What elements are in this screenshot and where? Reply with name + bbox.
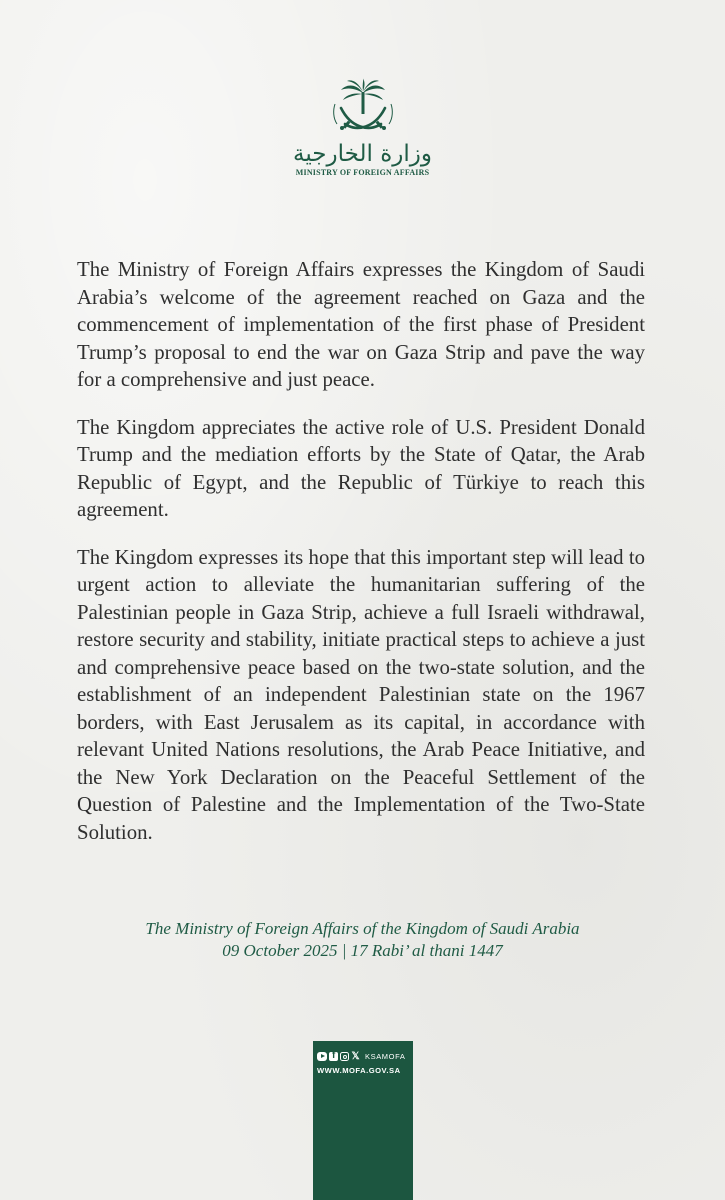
ministry-arabic-name: وزارة الخارجية	[293, 141, 432, 167]
youtube-icon[interactable]	[317, 1052, 327, 1061]
statement-paragraph-1: The Ministry of Foreign Affairs expresses the Kingdom of Saudi Arabia’s welcome of the agreement reached on Gaza and the commencement of implementation of the first phase of President Trump’s proposal to end the war on Gaza Strip and pave the way for a comprehensive and just peace.	[77, 258, 645, 391]
website-link[interactable]: WWW.MOFA.GOV.SA	[317, 1066, 401, 1075]
signature-issuer: The Ministry of Foreign Affairs of the Kingdom of Saudi Arabia	[145, 919, 580, 938]
saudi-palm-swords-emblem-icon	[331, 78, 395, 140]
x-icon[interactable]: 𝕏	[351, 1051, 360, 1062]
footer-contact-tag	[313, 1041, 413, 1200]
statement-paragraph-2: The Kingdom appreciates the active role of U.S. President Donald Trump and the mediation efforts by the State of Qatar, the Arab Republic of Egypt, and the Republic of Türkiye to reach this agreement.	[77, 415, 645, 521]
emblem	[0, 78, 725, 140]
statement-body	[77, 256, 645, 866]
instagram-icon[interactable]	[340, 1052, 349, 1061]
social-links	[317, 1052, 405, 1061]
ministry-english-name: MINISTRY OF FOREIGN AFFAIRS	[295, 168, 430, 177]
social-handle: KSAMOFA	[365, 1052, 406, 1061]
signature-block	[0, 918, 725, 962]
signature-date: 09 October 2025 | 17 Rabi’ al thani 1447	[222, 941, 503, 960]
facebook-icon[interactable]	[329, 1052, 338, 1061]
statement-paragraph-3: The Kingdom expresses its hope that this important step will lead to urgent action to alleviate the humanitarian suffering of the Palestinian people in Gaza Strip, achieve a full Israeli withdrawal, restore security and stability, initiate practical steps to achieve a just and comprehensive peace based on the two-state solution, and the establishment of an independent Palestinian state on the 1967 borders, with East Jerusalem as its capital, in accordance with relevant United Nations resolutions, the Arab Peace Initiative, and the New York Declaration on the Peaceful Settlement of the Question of Palestine and the Implementation of the Two-State Solution.	[77, 545, 645, 844]
